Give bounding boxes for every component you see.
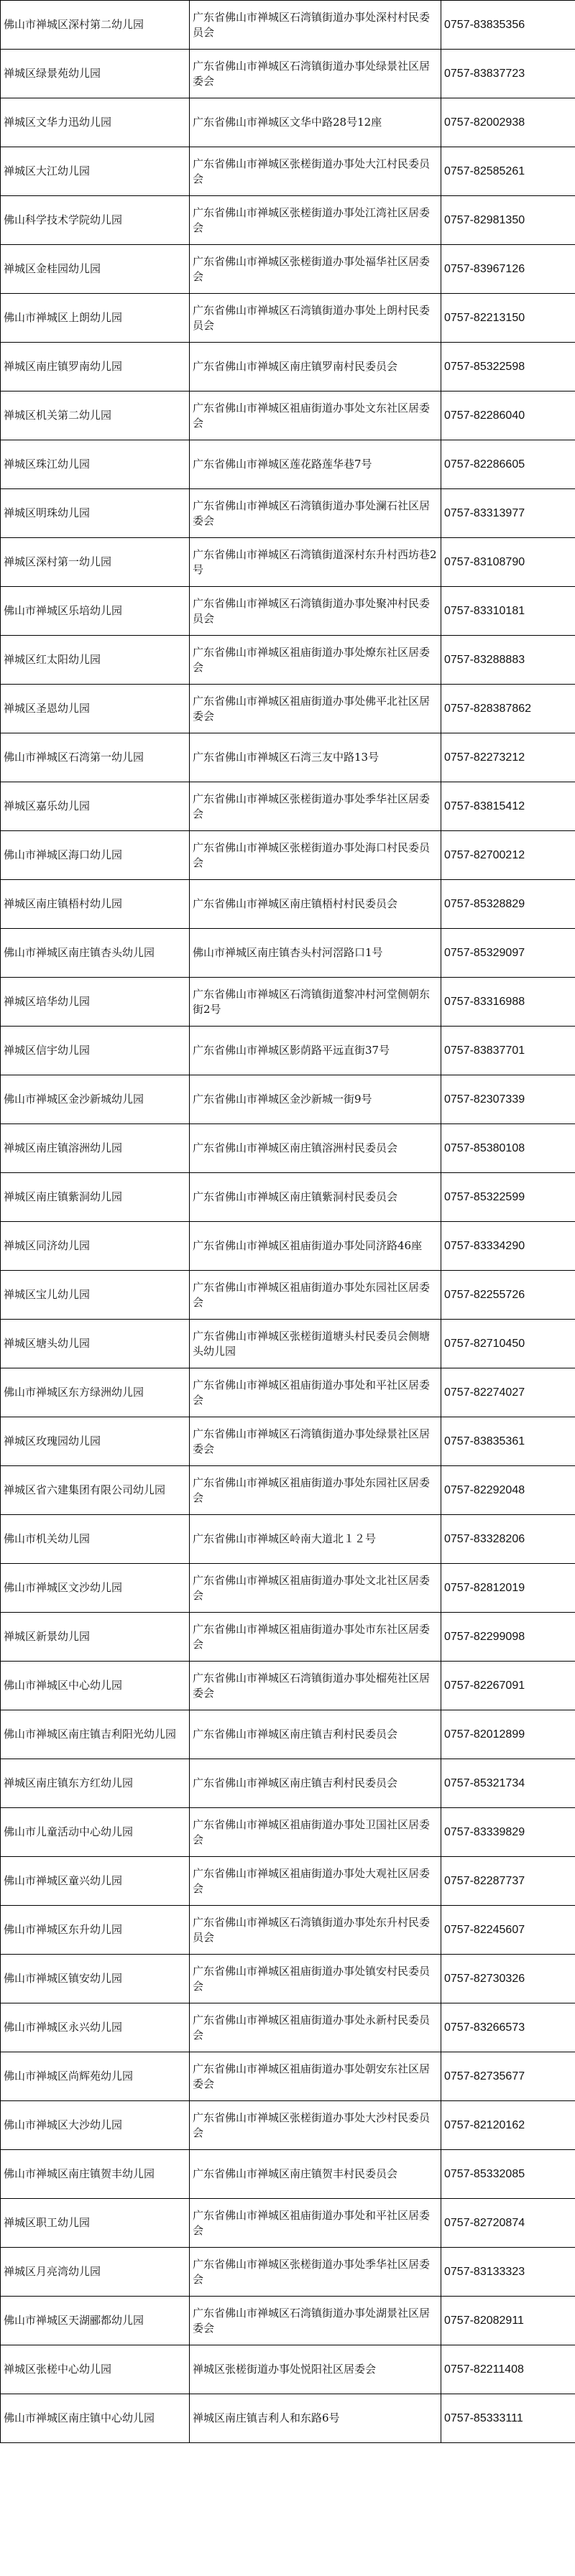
- table-row: [1, 587, 575, 636]
- kindergarten-address: 广东省佛山市禅城区金沙新城一街9号: [190, 1075, 441, 1124]
- kindergarten-phone: 0757-83313977: [441, 489, 575, 538]
- kindergarten-address: 广东省佛山市禅城区张槎街道办事处海口村民委员会: [190, 831, 441, 880]
- kindergarten-phone: 0757-82255726: [441, 1271, 575, 1320]
- kindergarten-address: 广东省佛山市禅城区石湾镇街道深村东升村西坊巷2号: [190, 538, 441, 587]
- kindergarten-address: 广东省佛山市禅城区张槎街道塘头村民委员会侧塘头幼儿园: [190, 1320, 441, 1368]
- kindergarten-name: 禅城区新景幼儿园: [1, 1613, 190, 1662]
- kindergarten-phone: 0757-82274027: [441, 1368, 575, 1417]
- kindergarten-name: 佛山市禅城区金沙新城幼儿园: [1, 1075, 190, 1124]
- kindergarten-address: 广东省佛山市禅城区南庄镇溶洲村民委员会: [190, 1124, 441, 1173]
- table-row: [1, 196, 575, 245]
- kindergarten-name: 佛山市禅城区镇安幼儿园: [1, 1955, 190, 2003]
- kindergarten-address: 广东省佛山市禅城区祖庙街道办事处佛平北社区居委会: [190, 685, 441, 733]
- kindergarten-address: 广东省佛山市禅城区南庄镇贺丰村民委员会: [190, 2150, 441, 2199]
- kindergarten-phone: 0757-83339829: [441, 1808, 575, 1857]
- kindergarten-name: 禅城区南庄镇溶洲幼儿园: [1, 1124, 190, 1173]
- table-row: [1, 1075, 575, 1124]
- kindergarten-name: 禅城区嘉乐幼儿园: [1, 782, 190, 831]
- table-row: [1, 831, 575, 880]
- kindergarten-address: 广东省佛山市禅城区石湾镇街道办事处湖景社区居委会: [190, 2297, 441, 2345]
- table-row: [1, 392, 575, 440]
- kindergarten-address: 广东省佛山市禅城区南庄镇紫洞村民委员会: [190, 1173, 441, 1222]
- kindergarten-phone: 0757-82267091: [441, 1662, 575, 1710]
- kindergarten-phone: 0757-82700212: [441, 831, 575, 880]
- kindergarten-phone: 0757-82735677: [441, 2052, 575, 2101]
- kindergarten-address: 广东省佛山市禅城区石湾镇街道办事处绿景社区居委会: [190, 50, 441, 98]
- table-row: [1, 2345, 575, 2394]
- kindergarten-name: 禅城区大江幼儿园: [1, 147, 190, 196]
- kindergarten-name: 佛山科学技术学院幼儿园: [1, 196, 190, 245]
- kindergarten-name: 佛山市禅城区大沙幼儿园: [1, 2101, 190, 2150]
- kindergarten-phone: 0757-82299098: [441, 1613, 575, 1662]
- kindergarten-phone: 0757-82720874: [441, 2199, 575, 2248]
- kindergarten-name: 禅城区省六建集团有限公司幼儿园: [1, 1466, 190, 1515]
- kindergarten-phone: 0757-85322598: [441, 343, 575, 392]
- kindergarten-phone: 0757-82286040: [441, 392, 575, 440]
- kindergarten-address: 广东省佛山市禅城区祖庙街道办事处市东社区居委会: [190, 1613, 441, 1662]
- kindergarten-address: 广东省佛山市禅城区文华中路28号12座: [190, 98, 441, 147]
- table-row: [1, 1613, 575, 1662]
- kindergarten-name: 禅城区南庄镇罗南幼儿园: [1, 343, 190, 392]
- kindergarten-name: 佛山市禅城区上朗幼儿园: [1, 294, 190, 343]
- kindergarten-name: 禅城区同济幼儿园: [1, 1222, 190, 1271]
- kindergarten-address: 广东省佛山市禅城区石湾镇街道办事处澜石社区居委会: [190, 489, 441, 538]
- table-row: [1, 782, 575, 831]
- kindergarten-address: 广东省佛山市禅城区祖庙街道办事处文北社区居委会: [190, 1564, 441, 1613]
- kindergarten-address: 广东省佛山市禅城区祖庙街道办事处燎东社区居委会: [190, 636, 441, 685]
- table-row: [1, 98, 575, 147]
- table-row: [1, 1466, 575, 1515]
- kindergarten-name: 佛山市机关幼儿园: [1, 1515, 190, 1564]
- kindergarten-address: 广东省佛山市禅城区张槎街道办事处季华社区居委会: [190, 782, 441, 831]
- table-row: [1, 2150, 575, 2199]
- kindergarten-address: 广东省佛山市禅城区张槎街道办事处福华社区居委会: [190, 245, 441, 294]
- table-row: [1, 2394, 575, 2443]
- kindergarten-name: 禅城区职工幼儿园: [1, 2199, 190, 2248]
- table-row: [1, 2248, 575, 2297]
- table-row: [1, 880, 575, 929]
- kindergarten-phone: 0757-83133323: [441, 2248, 575, 2297]
- kindergarten-phone: 0757-83316988: [441, 978, 575, 1027]
- kindergarten-name: 佛山市儿童活动中心幼儿园: [1, 1808, 190, 1857]
- kindergarten-name: 佛山市禅城区永兴幼儿园: [1, 2003, 190, 2052]
- table-row: [1, 343, 575, 392]
- kindergarten-address: 广东省佛山市禅城区石湾镇街道办事处深村村民委员会: [190, 1, 441, 50]
- kindergarten-phone: 0757-85322599: [441, 1173, 575, 1222]
- kindergarten-name: 禅城区圣恩幼儿园: [1, 685, 190, 733]
- table-row: [1, 538, 575, 587]
- kindergarten-address: 广东省佛山市禅城区祖庙街道办事处卫国社区居委会: [190, 1808, 441, 1857]
- kindergarten-phone: 0757-82710450: [441, 1320, 575, 1368]
- kindergarten-address: 广东省佛山市禅城区石湾镇街道办事处上朗村民委员会: [190, 294, 441, 343]
- table-row: [1, 1662, 575, 1710]
- kindergarten-name: 佛山市禅城区石湾第一幼儿园: [1, 733, 190, 782]
- kindergarten-phone: 0757-82245607: [441, 1906, 575, 1955]
- kindergarten-address: 广东省佛山市禅城区祖庙街道办事处和平社区居委会: [190, 2199, 441, 2248]
- table-row: [1, 440, 575, 489]
- kindergarten-phone: 0757-83310181: [441, 587, 575, 636]
- table-row: [1, 2199, 575, 2248]
- kindergarten-name: 禅城区南庄镇紫洞幼儿园: [1, 1173, 190, 1222]
- table-row: [1, 1417, 575, 1466]
- table-row: [1, 50, 575, 98]
- kindergarten-address: 广东省佛山市禅城区祖庙街道办事处文东社区居委会: [190, 392, 441, 440]
- table-row: [1, 2101, 575, 2150]
- kindergarten-address: 广东省佛山市禅城区南庄镇吉利村民委员会: [190, 1710, 441, 1759]
- kindergarten-address: 禅城区张槎街道办事处悦阳社区居委会: [190, 2345, 441, 2394]
- table-row: [1, 1222, 575, 1271]
- kindergarten-name: 禅城区张槎中心幼儿园: [1, 2345, 190, 2394]
- table-row: [1, 1710, 575, 1759]
- kindergarten-phone: 0757-85328829: [441, 880, 575, 929]
- kindergarten-name: 禅城区培华幼儿园: [1, 978, 190, 1027]
- kindergarten-address: 广东省佛山市禅城区祖庙街道办事处同济路46座: [190, 1222, 441, 1271]
- table-row: [1, 147, 575, 196]
- kindergarten-name: 禅城区深村第一幼儿园: [1, 538, 190, 587]
- kindergarten-phone: 0757-82012899: [441, 1710, 575, 1759]
- kindergarten-address: 广东省佛山市禅城区祖庙街道办事处大观社区居委会: [190, 1857, 441, 1906]
- kindergarten-phone: 0757-83837723: [441, 50, 575, 98]
- kindergarten-address: 广东省佛山市禅城区莲花路莲华巷7号: [190, 440, 441, 489]
- kindergarten-phone: 0757-85321734: [441, 1759, 575, 1808]
- table-row: [1, 1808, 575, 1857]
- kindergarten-address: 广东省佛山市禅城区南庄镇罗南村民委员会: [190, 343, 441, 392]
- kindergarten-address: 广东省佛山市禅城区南庄镇吉利村民委员会: [190, 1759, 441, 1808]
- table-row: [1, 1320, 575, 1368]
- kindergarten-name: 禅城区南庄镇东方红幼儿园: [1, 1759, 190, 1808]
- kindergarten-phone: 0757-85332085: [441, 2150, 575, 2199]
- kindergarten-name: 佛山市禅城区东方绿洲幼儿园: [1, 1368, 190, 1417]
- kindergarten-name: 禅城区红太阳幼儿园: [1, 636, 190, 685]
- table-row: [1, 245, 575, 294]
- kindergarten-phone: 0757-82585261: [441, 147, 575, 196]
- kindergarten-phone: 0757-83967126: [441, 245, 575, 294]
- kindergarten-phone: 0757-83288883: [441, 636, 575, 685]
- kindergarten-name: 佛山市禅城区南庄镇贺丰幼儿园: [1, 2150, 190, 2199]
- table-row: [1, 489, 575, 538]
- table-row: [1, 1955, 575, 2003]
- kindergarten-phone: 0757-82730326: [441, 1955, 575, 2003]
- table-row: [1, 1906, 575, 1955]
- table-row: [1, 2003, 575, 2052]
- kindergarten-address: 广东省佛山市禅城区祖庙街道办事处和平社区居委会: [190, 1368, 441, 1417]
- kindergarten-address: 广东省佛山市禅城区影荫路平远直街37号: [190, 1027, 441, 1075]
- kindergarten-phone: 0757-82213150: [441, 294, 575, 343]
- kindergarten-name: 禅城区明珠幼儿园: [1, 489, 190, 538]
- kindergarten-phone: 0757-82287737: [441, 1857, 575, 1906]
- kindergarten-phone: 0757-828387862: [441, 685, 575, 733]
- kindergarten-address: 禅城区南庄镇吉利人和东路6号: [190, 2394, 441, 2443]
- kindergarten-name: 佛山市禅城区深村第二幼儿园: [1, 1, 190, 50]
- kindergarten-name: 佛山市禅城区乐培幼儿园: [1, 587, 190, 636]
- table-row: [1, 1515, 575, 1564]
- kindergarten-address: 广东省佛山市禅城区石湾镇街道办事处聚冲村民委员会: [190, 587, 441, 636]
- kindergarten-name: 佛山市禅城区海口幼儿园: [1, 831, 190, 880]
- kindergarten-name: 佛山市禅城区天湖郦都幼儿园: [1, 2297, 190, 2345]
- kindergarten-phone: 0757-82292048: [441, 1466, 575, 1515]
- table-row: [1, 1368, 575, 1417]
- table-row: [1, 294, 575, 343]
- kindergarten-name: 禅城区塘头幼儿园: [1, 1320, 190, 1368]
- table-row: [1, 1027, 575, 1075]
- kindergarten-phone: 0757-85329097: [441, 929, 575, 978]
- kindergarten-address: 广东省佛山市禅城区祖庙街道办事处东园社区居委会: [190, 1271, 441, 1320]
- kindergarten-address: 广东省佛山市禅城区祖庙街道办事处镇安村民委员会: [190, 1955, 441, 2003]
- kindergarten-name: 禅城区玫瑰园幼儿园: [1, 1417, 190, 1466]
- kindergarten-address: 广东省佛山市禅城区祖庙街道办事处朝安东社区居委会: [190, 2052, 441, 2101]
- kindergarten-name: 禅城区南庄镇梧村幼儿园: [1, 880, 190, 929]
- kindergarten-name: 禅城区机关第二幼儿园: [1, 392, 190, 440]
- kindergarten-name: 佛山市禅城区南庄镇中心幼儿园: [1, 2394, 190, 2443]
- kindergarten-phone: 0757-82082911: [441, 2297, 575, 2345]
- kindergarten-address: 广东省佛山市禅城区石湾镇街道黎冲村河堂侧朝东街2号: [190, 978, 441, 1027]
- kindergarten-address: 广东省佛山市禅城区祖庙街道办事处东园社区居委会: [190, 1466, 441, 1515]
- kindergarten-phone: 0757-82002938: [441, 98, 575, 147]
- kindergarten-phone: 0757-82211408: [441, 2345, 575, 2394]
- kindergarten-name: 佛山市禅城区文沙幼儿园: [1, 1564, 190, 1613]
- kindergarten-address: 广东省佛山市禅城区岭南大道北１２号: [190, 1515, 441, 1564]
- kindergarten-name: 禅城区信宇幼儿园: [1, 1027, 190, 1075]
- kindergarten-phone: 0757-83108790: [441, 538, 575, 587]
- kindergarten-table-body: [1, 1, 575, 2443]
- kindergarten-address: 佛山市禅城区南庄镇杏头村河滘路口1号: [190, 929, 441, 978]
- table-row: [1, 929, 575, 978]
- kindergarten-name: 佛山市禅城区尚辉苑幼儿园: [1, 2052, 190, 2101]
- table-row: [1, 2052, 575, 2101]
- kindergarten-name: 佛山市禅城区中心幼儿园: [1, 1662, 190, 1710]
- table-row: [1, 1, 575, 50]
- kindergarten-address: 广东省佛山市禅城区张槎街道办事处大沙村民委员会: [190, 2101, 441, 2150]
- kindergarten-address: 广东省佛山市禅城区张槎街道办事处季华社区居委会: [190, 2248, 441, 2297]
- kindergarten-phone: 0757-83328206: [441, 1515, 575, 1564]
- kindergarten-name: 禅城区月亮湾幼儿园: [1, 2248, 190, 2297]
- table-row: [1, 1759, 575, 1808]
- table-row: [1, 978, 575, 1027]
- table-row: [1, 2297, 575, 2345]
- table-row: [1, 1124, 575, 1173]
- kindergarten-name: 禅城区金桂园幼儿园: [1, 245, 190, 294]
- kindergarten-phone: 0757-85333111: [441, 2394, 575, 2443]
- kindergarten-phone: 0757-83266573: [441, 2003, 575, 2052]
- kindergarten-phone: 0757-83334290: [441, 1222, 575, 1271]
- table-row: [1, 685, 575, 733]
- kindergarten-phone: 0757-85380108: [441, 1124, 575, 1173]
- kindergarten-address: 广东省佛山市禅城区南庄镇梧村村民委员会: [190, 880, 441, 929]
- kindergarten-address: 广东省佛山市禅城区张槎街道办事处大江村民委员会: [190, 147, 441, 196]
- kindergarten-address: 广东省佛山市禅城区石湾镇街道办事处东升村民委员会: [190, 1906, 441, 1955]
- kindergarten-name: 禅城区宝儿幼儿园: [1, 1271, 190, 1320]
- kindergarten-phone: 0757-82120162: [441, 2101, 575, 2150]
- kindergarten-address: 广东省佛山市禅城区石湾三友中路13号: [190, 733, 441, 782]
- kindergarten-phone: 0757-82286605: [441, 440, 575, 489]
- kindergarten-address: 广东省佛山市禅城区石湾镇街道办事处榴苑社区居委会: [190, 1662, 441, 1710]
- kindergarten-name: 佛山市禅城区南庄镇杏头幼儿园: [1, 929, 190, 978]
- table-row: [1, 1564, 575, 1613]
- table-row: [1, 1857, 575, 1906]
- table-row: [1, 636, 575, 685]
- kindergarten-phone: 0757-83835356: [441, 1, 575, 50]
- kindergarten-address: 广东省佛山市禅城区石湾镇街道办事处绿景社区居委会: [190, 1417, 441, 1466]
- kindergarten-name: 佛山市禅城区东升幼儿园: [1, 1906, 190, 1955]
- kindergarten-name: 佛山市禅城区南庄镇吉利阳光幼儿园: [1, 1710, 190, 1759]
- kindergarten-name: 禅城区绿景苑幼儿园: [1, 50, 190, 98]
- table-row: [1, 1271, 575, 1320]
- kindergarten-phone: 0757-82812019: [441, 1564, 575, 1613]
- kindergarten-phone: 0757-83815412: [441, 782, 575, 831]
- kindergarten-name: 佛山市禅城区童兴幼儿园: [1, 1857, 190, 1906]
- kindergarten-phone: 0757-82307339: [441, 1075, 575, 1124]
- kindergarten-phone: 0757-83837701: [441, 1027, 575, 1075]
- table-row: [1, 733, 575, 782]
- kindergarten-phone: 0757-83835361: [441, 1417, 575, 1466]
- table-row: [1, 1173, 575, 1222]
- kindergarten-name: 禅城区文华力迅幼儿园: [1, 98, 190, 147]
- kindergarten-phone: 0757-82981350: [441, 196, 575, 245]
- kindergarten-address: 广东省佛山市禅城区祖庙街道办事处永新村民委员会: [190, 2003, 441, 2052]
- kindergarten-address: 广东省佛山市禅城区张槎街道办事处江湾社区居委会: [190, 196, 441, 245]
- kindergarten-name: 禅城区珠江幼儿园: [1, 440, 190, 489]
- kindergarten-phone: 0757-82273212: [441, 733, 575, 782]
